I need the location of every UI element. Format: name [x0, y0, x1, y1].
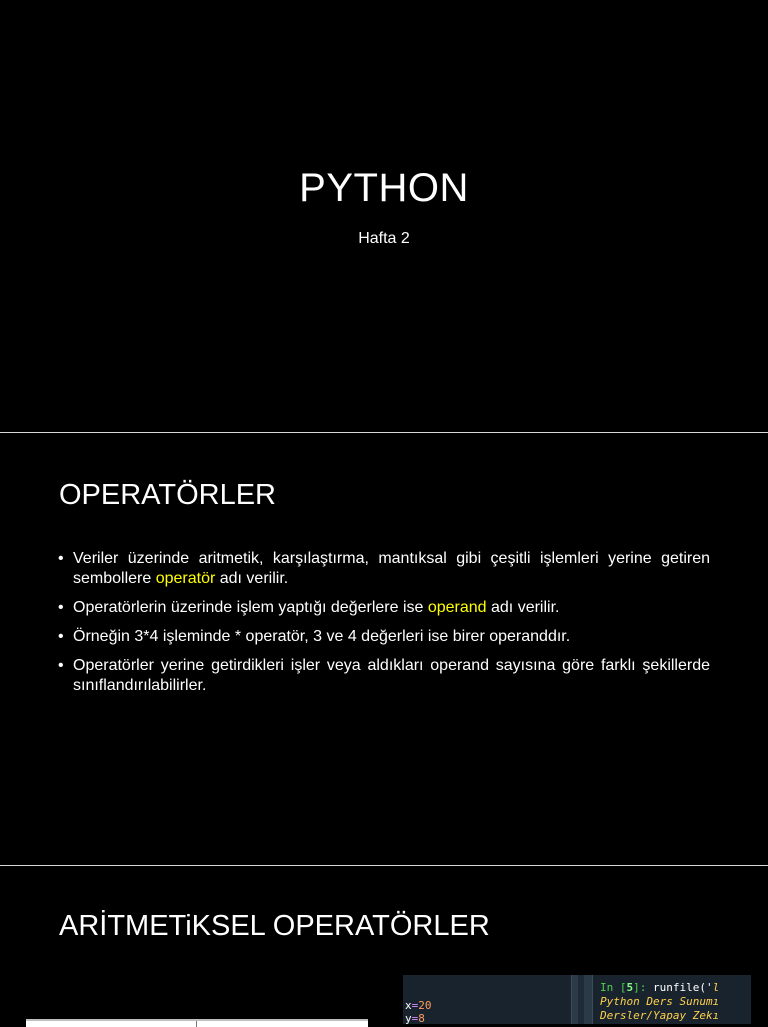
code-editor-snippet: x=20 y=8: [405, 999, 432, 1024]
console-screenshot: [403, 975, 751, 1024]
bullet-item: • Örneğin 3*4 işleminde * operatör, 3 ve 4 değerleri ise birer operanddır.: [58, 627, 710, 647]
bullet-item: • Operatörler yerine getirdikleri işler veya aldıkları operand sayısına göre farklı şekillerde sınıflandırılabilirler.: [58, 656, 710, 696]
operator-table: [26, 1019, 368, 1027]
table-column-separator: [196, 1021, 197, 1027]
slide-subtitle: Hafta 2: [358, 230, 410, 247]
highlight-term: operatör: [155, 570, 216, 587]
highlight-term: operand: [427, 599, 487, 616]
bullet-item: • Operatörlerin üzerinde işlem yaptığı değerlere ise operand adı verilir.: [58, 598, 710, 618]
slide-title: PYTHON: [299, 166, 469, 210]
editor-scrollbar: [571, 975, 593, 1024]
slide-heading: OPERATÖRLER: [59, 479, 277, 511]
bullet-list: [58, 549, 710, 705]
operators-slide: [0, 433, 768, 865]
bullet-item: • Veriler üzerinde aritmetik, karşılaştırma, mantıksal gibi çeşitli işlemleri yerine getiren sembollere operatör adı verilir.: [58, 549, 710, 589]
ipython-console-snippet: In [5]: runfile('l Python Ders Sunumı Dersler/Yapay Zekı: [600, 981, 720, 1022]
slide-heading: ARİTMETiKSEL OPERATÖRLER: [59, 910, 490, 942]
title-slide: [0, 0, 768, 432]
arithmetic-operators-slide: [0, 866, 768, 1024]
